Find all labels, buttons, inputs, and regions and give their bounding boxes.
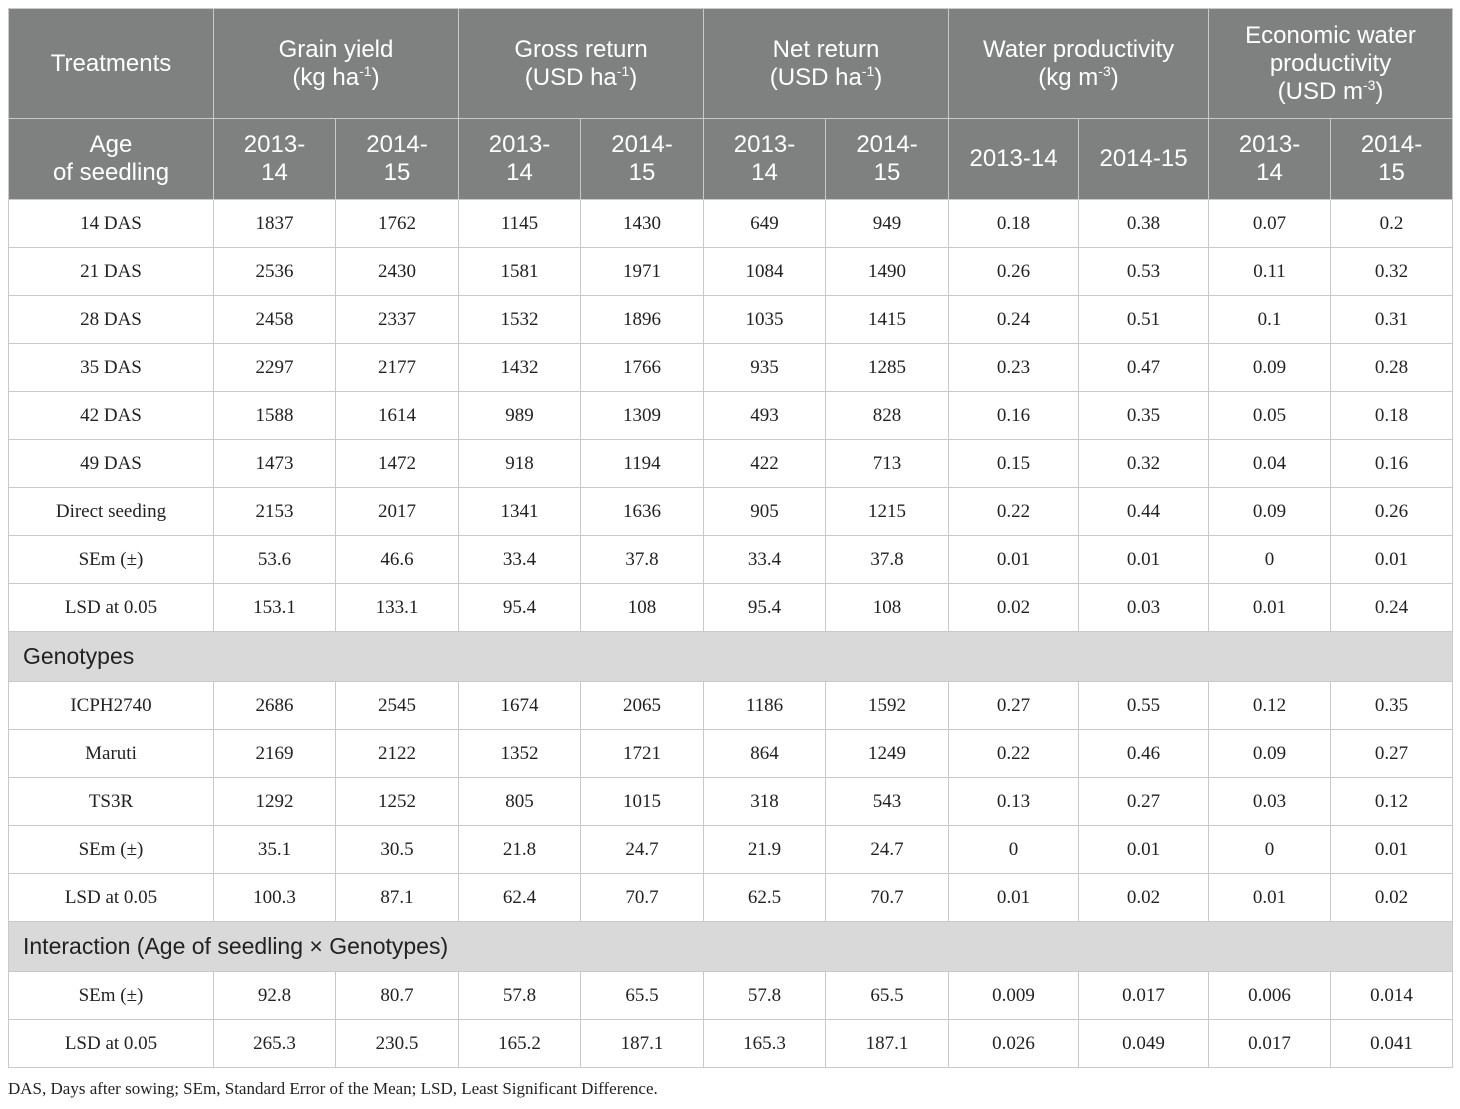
header-age-of-seedling: Age of seedling <box>9 119 214 200</box>
table-cell: 1581 <box>459 248 581 296</box>
row-label: ICPH2740 <box>9 682 214 730</box>
table-cell: 80.7 <box>336 972 459 1020</box>
table-cell: 1285 <box>826 344 949 392</box>
table-cell: 33.4 <box>704 536 826 584</box>
table-cell: 0.009 <box>949 972 1079 1020</box>
table-container <box>8 8 1452 1068</box>
table-cell: 1588 <box>214 392 336 440</box>
table-row <box>9 730 1453 778</box>
table-cell: 70.7 <box>826 874 949 922</box>
table-cell: 0 <box>1209 826 1331 874</box>
table-cell: 0.18 <box>949 200 1079 248</box>
row-label: LSD at 0.05 <box>9 584 214 632</box>
row-label: 42 DAS <box>9 392 214 440</box>
table-cell: 543 <box>826 778 949 826</box>
table-cell: 187.1 <box>826 1020 949 1068</box>
table-cell: 1971 <box>581 248 704 296</box>
table-body <box>9 200 1453 1068</box>
row-label: TS3R <box>9 778 214 826</box>
table-cell: 0.04 <box>1209 440 1331 488</box>
table-cell: 935 <box>704 344 826 392</box>
table-cell: 0.27 <box>949 682 1079 730</box>
header-gross-return <box>459 9 704 119</box>
table-cell: 0.22 <box>949 488 1079 536</box>
table-cell: 0.16 <box>1331 440 1453 488</box>
table-cell: 87.1 <box>336 874 459 922</box>
table-cell: 0.09 <box>1209 488 1331 536</box>
table-cell: 2458 <box>214 296 336 344</box>
table-row <box>9 1020 1453 1068</box>
table-cell: 57.8 <box>459 972 581 1020</box>
table-cell: 0.12 <box>1331 778 1453 826</box>
row-label: 35 DAS <box>9 344 214 392</box>
table-cell: 1837 <box>214 200 336 248</box>
table-cell: 0 <box>1209 536 1331 584</box>
table-cell: 33.4 <box>459 536 581 584</box>
table-cell: 1215 <box>826 488 949 536</box>
table-cell: 1721 <box>581 730 704 778</box>
table-cell: 0.041 <box>1331 1020 1453 1068</box>
table-cell: 1766 <box>581 344 704 392</box>
table-cell: 65.5 <box>581 972 704 1020</box>
header-year-gy-1: 2013- 14 <box>214 119 336 200</box>
table-cell: 918 <box>459 440 581 488</box>
table-cell: 21.9 <box>704 826 826 874</box>
table-cell: 92.8 <box>214 972 336 1020</box>
table-cell: 0.55 <box>1079 682 1209 730</box>
header-economic-water-productivity <box>1209 9 1453 119</box>
table-cell: 0.51 <box>1079 296 1209 344</box>
section-label: Interaction (Age of seedling × Genotypes) <box>9 922 1453 972</box>
table-cell: 1490 <box>826 248 949 296</box>
table-cell: 1309 <box>581 392 704 440</box>
row-label: SEm (±) <box>9 826 214 874</box>
table-cell: 318 <box>704 778 826 826</box>
table-cell: 46.6 <box>336 536 459 584</box>
table-row <box>9 778 1453 826</box>
table-cell: 62.5 <box>704 874 826 922</box>
table-cell: 24.7 <box>826 826 949 874</box>
table-cell: 0.15 <box>949 440 1079 488</box>
header-year-gr-2: 2014- 15 <box>581 119 704 200</box>
table-cell: 1472 <box>336 440 459 488</box>
header-year-wp-2: 2014-15 <box>1079 119 1209 200</box>
table-cell: 2545 <box>336 682 459 730</box>
table-cell: 0.2 <box>1331 200 1453 248</box>
row-label: 21 DAS <box>9 248 214 296</box>
table-cell: 0.026 <box>949 1020 1079 1068</box>
table-cell: 0.26 <box>949 248 1079 296</box>
table-cell: 1194 <box>581 440 704 488</box>
table-cell: 422 <box>704 440 826 488</box>
table-cell: 1432 <box>459 344 581 392</box>
table-cell: 0.31 <box>1331 296 1453 344</box>
header-net-return-unit: (USD $ha^{-1}$) <box>769 62 883 91</box>
section-row <box>9 632 1453 682</box>
table-cell: 95.4 <box>459 584 581 632</box>
table-cell: 0.01 <box>1331 536 1453 584</box>
table-cell: 0.22 <box>949 730 1079 778</box>
table-cell: 2177 <box>336 344 459 392</box>
table-cell: 2536 <box>214 248 336 296</box>
table-cell: 1636 <box>581 488 704 536</box>
table-cell: 165.3 <box>704 1020 826 1068</box>
table-cell: 0.09 <box>1209 344 1331 392</box>
header-water-productivity <box>949 9 1209 119</box>
header-year-gr-1: 2013- 14 <box>459 119 581 200</box>
row-label: SEm (±) <box>9 536 214 584</box>
table-cell: 0.03 <box>1209 778 1331 826</box>
table-header <box>9 9 1453 200</box>
table-cell: 1252 <box>336 778 459 826</box>
table-cell: 864 <box>704 730 826 778</box>
header-year-ewp-2: 2014- 15 <box>1331 119 1453 200</box>
table-cell: 0.1 <box>1209 296 1331 344</box>
table-cell: 133.1 <box>336 584 459 632</box>
table-cell: 0.05 <box>1209 392 1331 440</box>
header-gross-return-unit: (USD $ha^{-1}$) <box>524 62 638 91</box>
table-cell: 649 <box>704 200 826 248</box>
table-cell: 0.53 <box>1079 248 1209 296</box>
table-cell: 0.46 <box>1079 730 1209 778</box>
table-cell: 0.38 <box>1079 200 1209 248</box>
table-cell: 35.1 <box>214 826 336 874</box>
table-cell: 24.7 <box>581 826 704 874</box>
table-cell: 1015 <box>581 778 704 826</box>
header-net-return <box>704 9 949 119</box>
row-label: 14 DAS <box>9 200 214 248</box>
table-cell: 108 <box>581 584 704 632</box>
table-cell: 0.26 <box>1331 488 1453 536</box>
table-cell: 713 <box>826 440 949 488</box>
header-grain-yield-unit: (kg $ha^{-1}$) <box>292 62 380 91</box>
header-treatments: Treatments <box>9 9 214 119</box>
header-year-ewp-1: 2013- 14 <box>1209 119 1331 200</box>
table-cell: 165.2 <box>459 1020 581 1068</box>
table-cell: 0.24 <box>949 296 1079 344</box>
table-cell: 0.27 <box>1331 730 1453 778</box>
row-label: 28 DAS <box>9 296 214 344</box>
header-year-gy-2: 2014- 15 <box>336 119 459 200</box>
header-economic-water-productivity-name: Economic water productivity <box>1245 21 1416 77</box>
table-cell: 0.13 <box>949 778 1079 826</box>
row-label: LSD at 0.05 <box>9 874 214 922</box>
table-cell: 1145 <box>459 200 581 248</box>
table-row <box>9 972 1453 1020</box>
table-cell: 100.3 <box>214 874 336 922</box>
table-footnote: DAS, Days after sowing; SEm, Standard Error of the Mean; LSD, Least Significant Difference. <box>8 1079 658 1098</box>
row-label: SEm (±) <box>9 972 214 1020</box>
table-cell: 0.09 <box>1209 730 1331 778</box>
header-net-return-name: Net return <box>772 35 880 63</box>
table-cell: 805 <box>459 778 581 826</box>
table-cell: 0.35 <box>1079 392 1209 440</box>
table-cell: 265.3 <box>214 1020 336 1068</box>
table-cell: 37.8 <box>826 536 949 584</box>
table-cell: 0.32 <box>1079 440 1209 488</box>
table-cell: 0.03 <box>1079 584 1209 632</box>
table-cell: 0.24 <box>1331 584 1453 632</box>
table-cell: 0.01 <box>1079 826 1209 874</box>
table-cell: 0.049 <box>1079 1020 1209 1068</box>
table-cell: 0.12 <box>1209 682 1331 730</box>
table-cell: 30.5 <box>336 826 459 874</box>
table-cell: 1614 <box>336 392 459 440</box>
table-cell: 1430 <box>581 200 704 248</box>
table-cell: 1473 <box>214 440 336 488</box>
header-year-nr-1: 2013- 14 <box>704 119 826 200</box>
table-cell: 0.27 <box>1079 778 1209 826</box>
table-cell: 1415 <box>826 296 949 344</box>
table-cell: 2017 <box>336 488 459 536</box>
table-cell: 0.18 <box>1331 392 1453 440</box>
table-row <box>9 826 1453 874</box>
header-gross-return-name: Gross return <box>514 35 648 63</box>
table-row <box>9 682 1453 730</box>
header-grain-yield-name: Grain yield <box>278 35 394 63</box>
table-row <box>9 584 1453 632</box>
table-row <box>9 248 1453 296</box>
table-row <box>9 296 1453 344</box>
header-water-productivity-name: Water productivity <box>982 35 1175 63</box>
table-cell: 57.8 <box>704 972 826 1020</box>
table-row <box>9 200 1453 248</box>
table-cell: 70.7 <box>581 874 704 922</box>
table-cell: 230.5 <box>336 1020 459 1068</box>
table-row <box>9 392 1453 440</box>
table-cell: 0.16 <box>949 392 1079 440</box>
table-cell: 0.01 <box>1209 584 1331 632</box>
table-cell: 989 <box>459 392 581 440</box>
table-row <box>9 874 1453 922</box>
table-cell: 2153 <box>214 488 336 536</box>
table-cell: 1592 <box>826 682 949 730</box>
row-label: LSD at 0.05 <box>9 1020 214 1068</box>
table-cell: 1896 <box>581 296 704 344</box>
header-grain-yield <box>214 9 459 119</box>
header-water-productivity-unit: (kg $m^{-3}$) <box>1038 62 1119 91</box>
table-cell: 1762 <box>336 200 459 248</box>
table-cell: 2430 <box>336 248 459 296</box>
table-cell: 0.35 <box>1331 682 1453 730</box>
table-cell: 65.5 <box>826 972 949 1020</box>
row-label: 49 DAS <box>9 440 214 488</box>
table-cell: 1674 <box>459 682 581 730</box>
table-cell: 53.6 <box>214 536 336 584</box>
table-cell: 2065 <box>581 682 704 730</box>
table-cell: 2686 <box>214 682 336 730</box>
table-cell: 2337 <box>336 296 459 344</box>
table-cell: 1352 <box>459 730 581 778</box>
table-cell: 21.8 <box>459 826 581 874</box>
table-cell: 0.28 <box>1331 344 1453 392</box>
table-cell: 949 <box>826 200 949 248</box>
table-cell: 1035 <box>704 296 826 344</box>
table-cell: 0.01 <box>1331 826 1453 874</box>
table-cell: 37.8 <box>581 536 704 584</box>
section-row <box>9 922 1453 972</box>
table-cell: 0.01 <box>1209 874 1331 922</box>
table-cell: 493 <box>704 392 826 440</box>
table-cell: 187.1 <box>581 1020 704 1068</box>
table-cell: 1532 <box>459 296 581 344</box>
table-cell: 2122 <box>336 730 459 778</box>
table-cell: 0.017 <box>1209 1020 1331 1068</box>
table-cell: 0.01 <box>949 874 1079 922</box>
table-cell: 0.32 <box>1331 248 1453 296</box>
table-cell: 0.017 <box>1079 972 1209 1020</box>
table-row <box>9 488 1453 536</box>
table-cell: 0.01 <box>949 536 1079 584</box>
table-cell: 905 <box>704 488 826 536</box>
table-cell: 1292 <box>214 778 336 826</box>
table-cell: 1186 <box>704 682 826 730</box>
table-cell: 0.11 <box>1209 248 1331 296</box>
table-cell: 0.02 <box>1331 874 1453 922</box>
table-cell: 2297 <box>214 344 336 392</box>
table-cell: 0.006 <box>1209 972 1331 1020</box>
table-cell: 0.07 <box>1209 200 1331 248</box>
table-row <box>9 344 1453 392</box>
table-cell: 0.01 <box>1079 536 1209 584</box>
table-cell: 0.47 <box>1079 344 1209 392</box>
table-cell: 0.44 <box>1079 488 1209 536</box>
header-economic-water-productivity-unit: (USD $m^{-3}$) <box>1277 76 1384 105</box>
table-cell: 2169 <box>214 730 336 778</box>
row-label: Maruti <box>9 730 214 778</box>
table-cell: 1249 <box>826 730 949 778</box>
table-cell: 1084 <box>704 248 826 296</box>
row-label: Direct seeding <box>9 488 214 536</box>
header-year-wp-1: 2013-14 <box>949 119 1079 200</box>
results-table <box>8 8 1453 1068</box>
table-cell: 0 <box>949 826 1079 874</box>
header-year-nr-2: 2014- 15 <box>826 119 949 200</box>
table-row <box>9 536 1453 584</box>
table-row <box>9 440 1453 488</box>
table-cell: 62.4 <box>459 874 581 922</box>
table-cell: 153.1 <box>214 584 336 632</box>
table-cell: 0.23 <box>949 344 1079 392</box>
table-cell: 108 <box>826 584 949 632</box>
section-label: Genotypes <box>9 632 1453 682</box>
table-cell: 0.02 <box>949 584 1079 632</box>
table-cell: 1341 <box>459 488 581 536</box>
table-cell: 95.4 <box>704 584 826 632</box>
table-cell: 0.02 <box>1079 874 1209 922</box>
table-cell: 0.014 <box>1331 972 1453 1020</box>
table-cell: 828 <box>826 392 949 440</box>
